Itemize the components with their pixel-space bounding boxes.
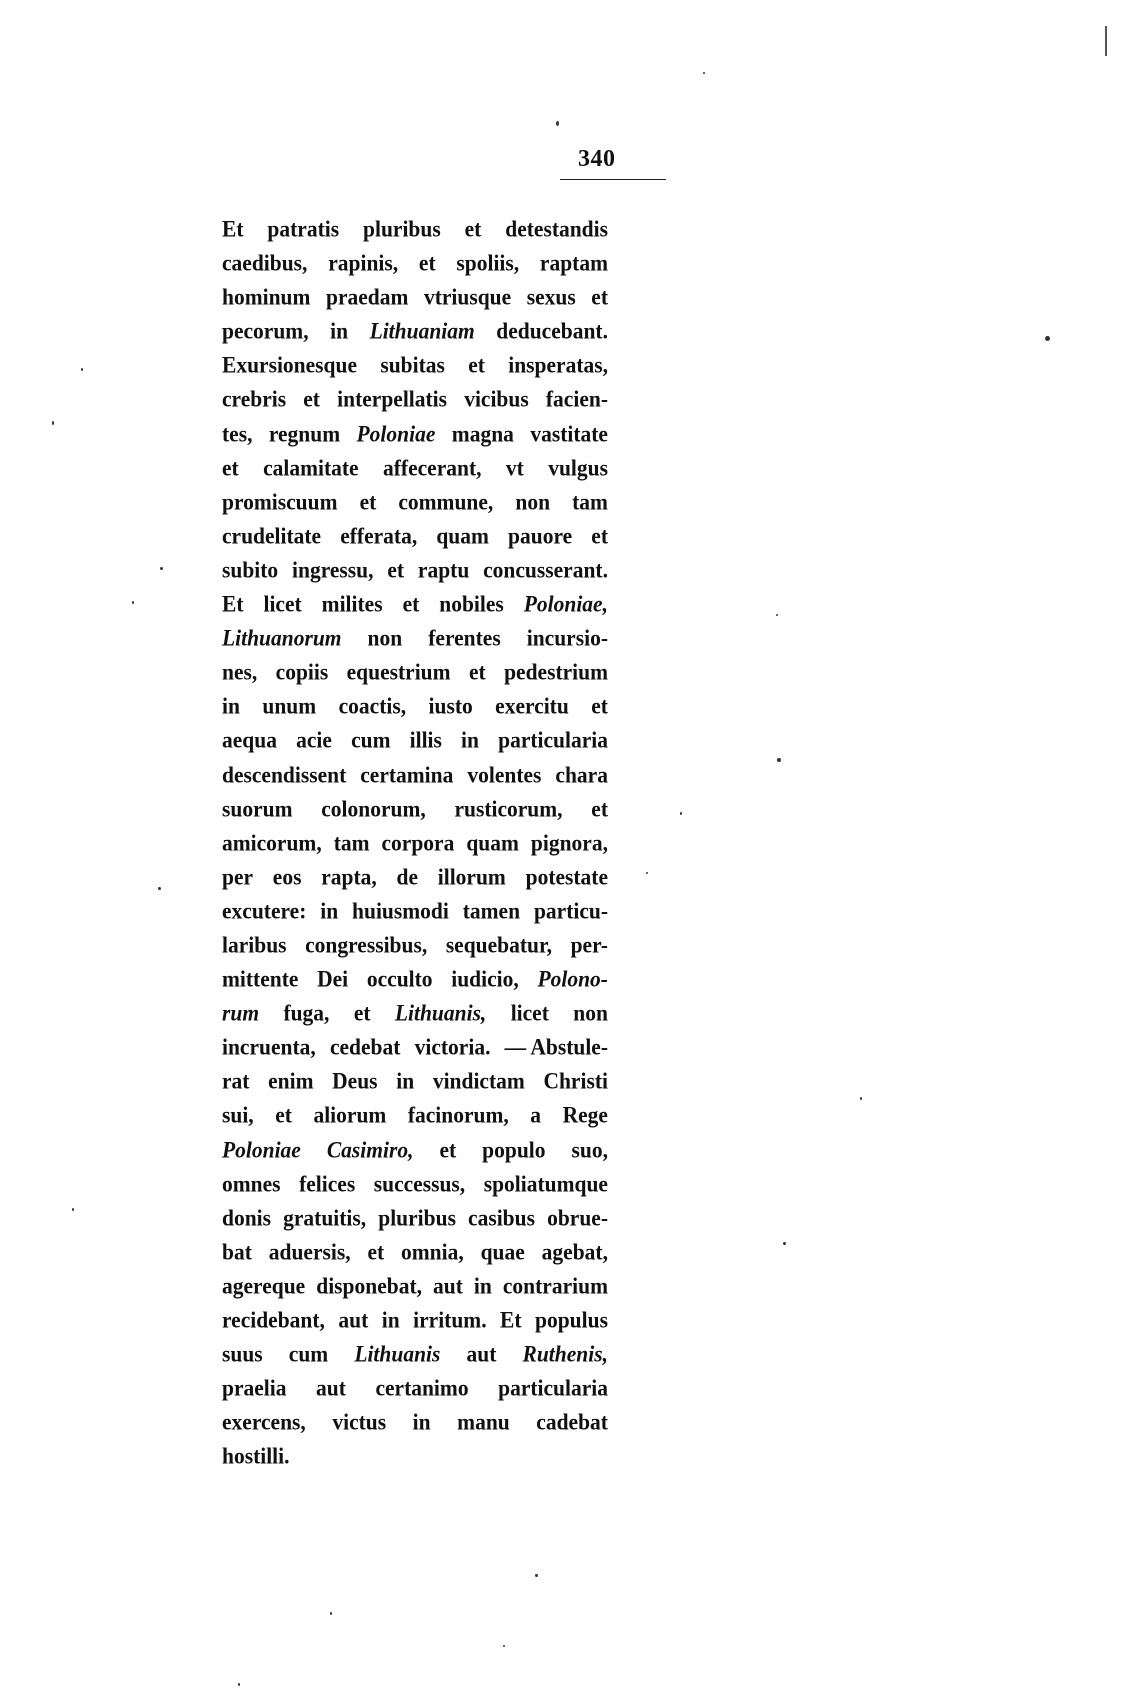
italic-word: rum <box>222 1000 260 1027</box>
word: et <box>464 216 482 242</box>
word: incursio- <box>526 625 608 652</box>
word: aduersis, <box>268 1238 351 1265</box>
print-speck <box>783 1242 786 1245</box>
word: agebat, <box>541 1238 608 1265</box>
print-speck <box>556 121 559 126</box>
print-speck <box>330 1612 332 1615</box>
print-speck <box>72 1208 74 1211</box>
text-line <box>222 1199 608 1236</box>
text-line <box>222 1029 608 1066</box>
word: chara <box>555 761 608 788</box>
word: regnum <box>268 420 341 447</box>
word: in <box>396 1068 415 1095</box>
word: et <box>468 352 485 379</box>
word: interpellatis <box>337 386 448 413</box>
word: tam <box>333 829 370 856</box>
word: et <box>402 591 420 617</box>
word: quae <box>480 1238 525 1265</box>
word: volentes <box>467 761 542 788</box>
text-line <box>222 1063 608 1100</box>
word: exercens, <box>222 1409 306 1436</box>
word: non <box>515 488 551 515</box>
word: et <box>367 1238 385 1265</box>
word: huiusmodi <box>352 897 449 924</box>
print-speck <box>158 887 161 890</box>
word: vt <box>505 454 524 481</box>
word: sui, <box>222 1102 254 1129</box>
word: rusticorum, <box>454 795 563 822</box>
word: iusto <box>428 693 473 720</box>
word: et <box>418 250 436 277</box>
text-line <box>222 995 608 1032</box>
word: aequa <box>222 727 277 754</box>
word: subito <box>222 556 279 583</box>
word: nobiles <box>439 591 504 617</box>
word: occulto <box>366 966 433 993</box>
print-speck <box>238 1683 240 1686</box>
word: suo, <box>571 1136 608 1163</box>
word: equestrium <box>346 659 451 686</box>
word: tes, <box>222 420 253 447</box>
word: omnia, <box>401 1238 464 1265</box>
print-speck <box>777 758 781 762</box>
word: pauore <box>508 522 573 549</box>
word: populo <box>482 1136 546 1163</box>
word: aut <box>338 1307 369 1333</box>
word: sequebatur, <box>445 932 552 958</box>
print-speck <box>703 72 705 74</box>
word: cedebat <box>329 1034 401 1061</box>
word: illis <box>409 727 442 754</box>
word: Rege <box>562 1102 608 1129</box>
word: et <box>591 693 608 720</box>
word: illorum <box>437 863 506 890</box>
italic-word: Poloniae <box>356 420 436 447</box>
word: fuga, <box>283 1000 330 1027</box>
word: manu <box>457 1409 510 1436</box>
word: coactis, <box>338 693 407 720</box>
word: licet <box>263 591 302 617</box>
word: exercitu <box>495 693 569 720</box>
print-speck <box>132 601 134 604</box>
word: Dei <box>317 966 349 993</box>
header-rule <box>560 179 666 180</box>
word: in <box>222 693 240 720</box>
word: descendissent <box>222 761 347 788</box>
word: et <box>275 1102 292 1129</box>
word: gratuitis, <box>283 1204 367 1231</box>
word: licet <box>510 1000 549 1027</box>
word: incruenta, <box>222 1034 316 1061</box>
word: ingressu, <box>292 556 374 583</box>
text-line <box>222 790 608 827</box>
text-line <box>222 1165 608 1202</box>
word: pluribus <box>378 1204 456 1231</box>
word: Exursionesque <box>222 352 358 379</box>
word: vindictam <box>432 1068 525 1095</box>
word: rapta, <box>321 863 377 890</box>
word: et <box>591 284 608 311</box>
word: ferentes <box>428 625 501 652</box>
word: et <box>353 1000 371 1027</box>
italic-word: Lithuanis, <box>394 1000 487 1027</box>
word: felices <box>299 1170 356 1197</box>
word: concusserant. <box>483 556 608 583</box>
word: certamina <box>360 761 454 788</box>
italic-word: Poloniae, <box>523 591 608 617</box>
word: hostilli. <box>222 1443 290 1470</box>
word: suorum <box>222 795 293 822</box>
word: donis <box>222 1204 272 1231</box>
word: corpora <box>381 829 455 856</box>
word: unum <box>262 693 317 720</box>
print-speck <box>81 368 83 371</box>
text-line <box>222 1302 608 1339</box>
word: pignora, <box>530 829 608 856</box>
word: detestandis <box>505 216 608 242</box>
word: populus <box>535 1307 608 1333</box>
text-line <box>222 483 608 520</box>
text-line <box>222 449 608 486</box>
word: in <box>461 727 479 754</box>
word: et <box>591 795 608 822</box>
word: omnes <box>222 1170 281 1197</box>
text-line <box>222 961 608 998</box>
word: subitas <box>380 352 445 379</box>
italic-word: Poloniae <box>222 1136 301 1163</box>
word: commune, <box>398 488 494 515</box>
word: aut <box>316 1375 346 1402</box>
word: iudicio, <box>451 966 519 993</box>
word: recidebant, <box>222 1307 325 1333</box>
word: spoliis, <box>456 250 520 277</box>
word: magna <box>451 420 514 447</box>
text-line <box>222 381 608 418</box>
word: particularia <box>498 727 608 754</box>
word: cum <box>351 727 391 754</box>
word: de <box>396 863 419 890</box>
word: praedam <box>325 284 409 311</box>
text-line <box>222 552 608 589</box>
word: aliorum <box>313 1102 387 1129</box>
text-line <box>222 586 608 623</box>
word: in <box>473 1272 492 1299</box>
word: et <box>591 522 608 549</box>
word: efferata, <box>340 522 418 549</box>
word: aut <box>466 1341 497 1368</box>
text-line <box>222 517 608 554</box>
print-speck <box>776 614 778 616</box>
text-line <box>222 415 608 452</box>
italic-word: Lithuanis <box>354 1341 441 1368</box>
text-line <box>222 858 608 895</box>
word: victoria. <box>414 1034 491 1061</box>
word: pluribus <box>363 216 441 242</box>
word: et <box>222 454 239 481</box>
body-text <box>222 212 608 1473</box>
word: insperatas, <box>508 352 608 379</box>
text-line <box>222 722 608 759</box>
word: excutere: <box>222 897 307 924</box>
word: colonorum, <box>321 795 426 822</box>
word: tam <box>572 488 608 515</box>
word: disponebat, <box>316 1272 422 1299</box>
word: congressibus, <box>305 932 428 958</box>
italic-word: Casimiro, <box>326 1136 414 1163</box>
italic-word: Lithuaniam <box>369 318 475 345</box>
word: eos <box>272 863 302 890</box>
word: certanimo <box>375 1375 469 1402</box>
word: crebris <box>222 386 287 413</box>
word: et <box>439 1136 457 1163</box>
word: Et <box>222 591 244 617</box>
text-line <box>222 688 608 725</box>
word: deducebant. <box>496 318 608 345</box>
word: milites <box>321 591 383 617</box>
print-speck <box>860 1097 862 1100</box>
text-line <box>222 756 608 793</box>
text-line <box>222 347 608 384</box>
word: acie <box>296 727 332 754</box>
word: rapinis, <box>328 250 399 277</box>
word: pecorum, <box>222 318 309 345</box>
word: et <box>468 659 486 686</box>
word: et <box>303 386 320 413</box>
page-edge-mark <box>1105 26 1107 56</box>
word: crudelitate <box>222 522 322 549</box>
word: vtriusque <box>423 284 512 311</box>
text-line <box>222 313 608 350</box>
word: hominum <box>222 284 311 311</box>
word: facinorum, <box>407 1102 509 1129</box>
word: per- <box>570 932 608 958</box>
word: mittente <box>222 966 299 993</box>
italic-word: Ruthenis, <box>522 1341 608 1368</box>
word: casibus <box>468 1204 535 1231</box>
word: laribus <box>222 932 287 958</box>
print-speck <box>1045 336 1050 341</box>
word: et <box>359 488 377 515</box>
text-line <box>222 893 608 930</box>
word: suus <box>222 1341 263 1368</box>
word: et <box>387 556 405 583</box>
text-line <box>222 824 608 861</box>
word: vulgus <box>548 454 608 481</box>
word: quam <box>466 829 519 856</box>
word: particu- <box>533 897 608 924</box>
word: non <box>573 1000 608 1027</box>
word: aut <box>433 1272 463 1299</box>
word: in <box>381 1307 400 1333</box>
text-line <box>222 279 608 316</box>
word: enim <box>268 1068 314 1095</box>
text-line <box>222 1404 608 1441</box>
text-line <box>222 1268 608 1305</box>
word: calamitate <box>263 454 359 481</box>
text-line <box>222 1336 608 1373</box>
print-speck <box>646 872 648 874</box>
word: rat <box>222 1068 250 1095</box>
word: agereque <box>222 1272 306 1299</box>
word: vastitate <box>530 420 608 447</box>
word: raptam <box>539 250 608 277</box>
text-line <box>222 654 608 691</box>
text-line <box>222 211 608 248</box>
word: in <box>320 897 339 924</box>
word: praelia <box>222 1375 287 1402</box>
text-line <box>222 1233 608 1270</box>
word: tamen <box>462 897 521 924</box>
print-speck <box>503 1645 505 1647</box>
word: caedibus, <box>222 250 308 277</box>
word: Et <box>500 1307 522 1333</box>
word: a <box>530 1102 542 1129</box>
word: copiis <box>275 659 329 686</box>
text-line <box>222 1370 608 1407</box>
word: vicibus <box>464 386 529 413</box>
word: per <box>222 863 254 890</box>
word: Christi <box>543 1068 608 1095</box>
word: victus <box>332 1409 387 1436</box>
word: particularia <box>498 1375 608 1402</box>
word: quam <box>436 522 489 549</box>
word: cadebat <box>536 1409 608 1436</box>
word: spoliatumque <box>483 1170 608 1197</box>
word: non <box>367 625 403 652</box>
italic-word: Lithuanorum <box>222 625 342 652</box>
text-line <box>222 1097 608 1134</box>
word: amicorum, <box>222 829 322 856</box>
word: irritum. <box>413 1307 487 1333</box>
word: affecerant, <box>383 454 482 481</box>
word: pedestrium <box>504 659 608 686</box>
page-number: 340 <box>578 146 616 172</box>
text-line <box>222 245 608 282</box>
word: Et <box>222 216 244 242</box>
word: in <box>412 1409 431 1436</box>
print-speck <box>160 567 163 570</box>
word: successus, <box>373 1170 466 1197</box>
print-speck <box>535 1574 538 1577</box>
word: contrarium <box>502 1272 608 1299</box>
word: in <box>330 318 349 345</box>
word: patratis <box>267 216 340 242</box>
word: facien- <box>545 386 608 413</box>
text-line <box>222 1131 608 1168</box>
text-line <box>222 1438 608 1475</box>
text-line <box>222 927 608 964</box>
word: nes, <box>222 659 258 686</box>
text-line <box>222 620 608 657</box>
print-speck <box>52 421 54 425</box>
word: Deus <box>332 1068 378 1095</box>
word: — Abstule- <box>504 1034 608 1061</box>
word: potestate <box>525 863 608 890</box>
word: bat <box>222 1238 252 1265</box>
word: raptu <box>417 556 470 583</box>
word: cum <box>288 1341 329 1368</box>
print-speck <box>680 812 682 815</box>
word: promiscuum <box>222 488 338 515</box>
italic-word: Polono- <box>537 966 608 993</box>
word: obrue- <box>547 1204 608 1231</box>
word: sexus <box>526 284 576 311</box>
